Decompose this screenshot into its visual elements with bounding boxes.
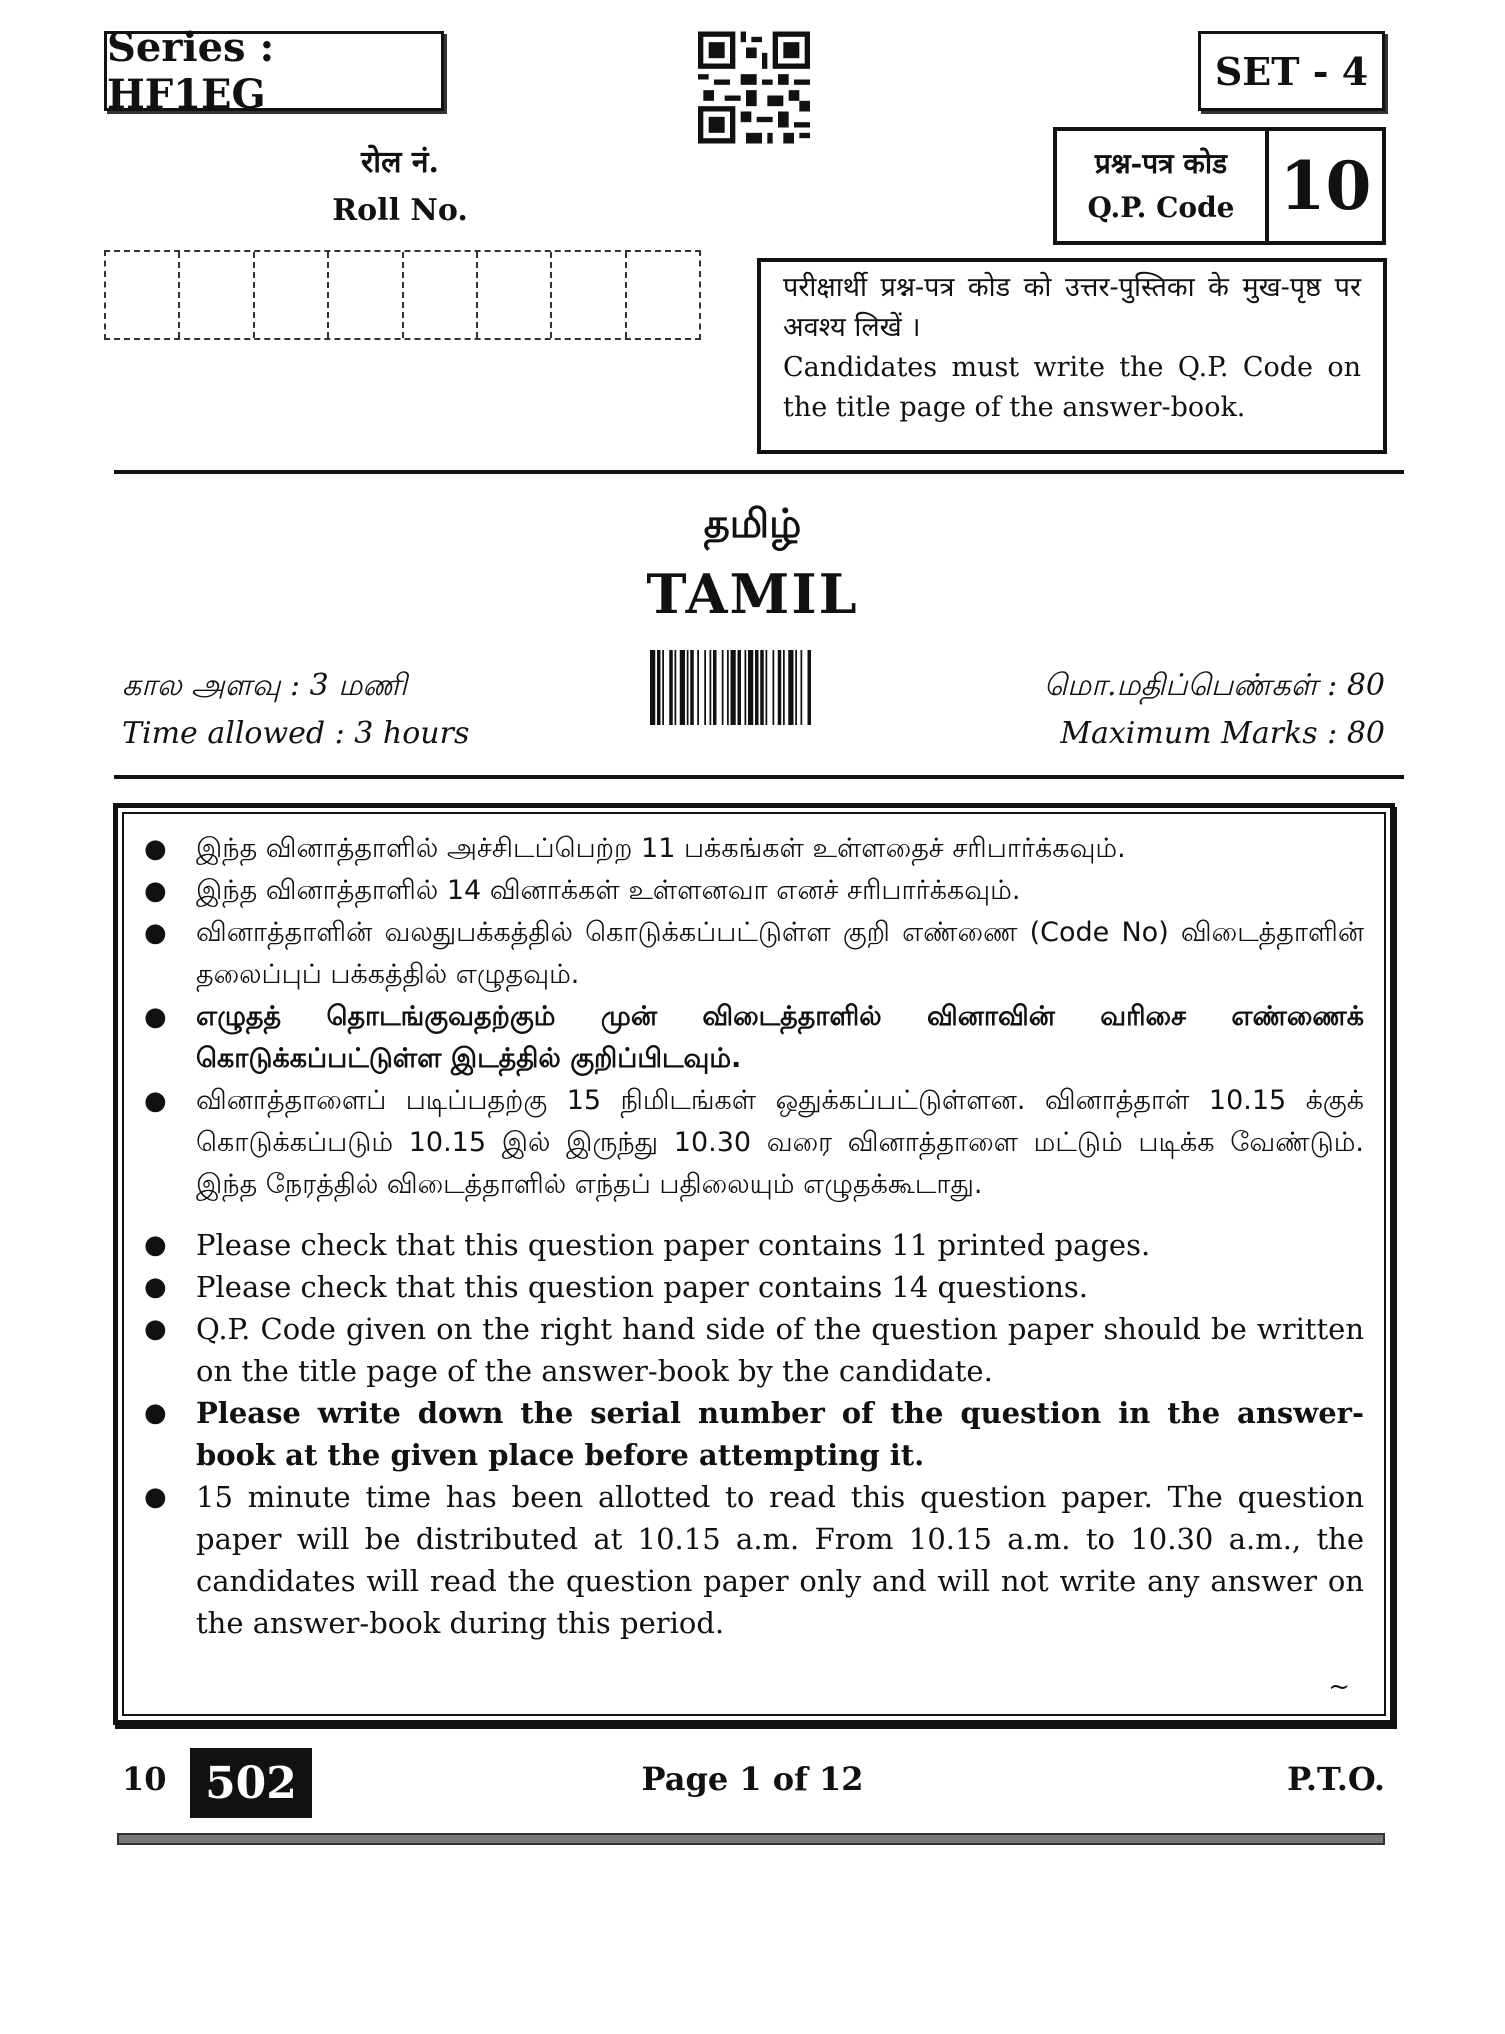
roll-label: Roll No.	[332, 193, 468, 228]
barcode-bar	[755, 650, 759, 725]
instruction-item	[144, 1308, 1364, 1392]
instruction-item	[144, 1266, 1364, 1308]
instruction-text: வினாத்தாளின் வலதுபக்கத்தில் கொடுக்கப்பட்டுள்ள குறி எண்ணை (Code No) விடைத்தாளின் தலைப்புப் பக்கத்தில் எழுதவும்.	[196, 917, 1364, 990]
bullet-icon: ●	[144, 834, 167, 864]
roll-number-boxes[interactable]	[104, 250, 701, 340]
roll-digit-box[interactable]	[478, 252, 552, 338]
set-label: SET - 4	[1198, 31, 1385, 111]
bullet-icon: ●	[144, 1314, 167, 1344]
barcode-bar	[808, 650, 812, 725]
instruction-item	[144, 1476, 1364, 1644]
roll-digit-box[interactable]	[255, 252, 329, 338]
roll-digit-box[interactable]	[106, 252, 180, 338]
barcode-icon	[650, 650, 855, 725]
instructions-inner	[122, 812, 1386, 1716]
barcode-bar	[722, 650, 724, 725]
instructions-box	[113, 803, 1395, 1725]
qp-code-notice	[757, 258, 1387, 454]
barcode-bar	[680, 650, 685, 725]
time-allowed-english: Time allowed : 3 hours	[122, 716, 470, 751]
bullet-icon: ●	[144, 1482, 167, 1512]
barcode-bar	[778, 650, 782, 725]
barcode-bar	[710, 650, 712, 725]
barcode-bar	[662, 650, 664, 725]
barcode-bar	[657, 650, 661, 725]
maximum-marks-tamil: மொ.மதிப்பெண்கள் : 80	[1043, 668, 1385, 703]
bottom-rule	[117, 1833, 1385, 1845]
instruction-text: Q.P. Code given on the right hand side of the question paper should be written on the title page of the answer-book by the candidate.	[196, 1312, 1364, 1388]
instruction-text: வினாத்தாளைப் படிப்பதற்கு 15 நிமிடங்கள் ஒதுக்கப்பட்டுள்ளன. வினாத்தாள் 10.15 க்குக் கொடுக்கப்படும் 10.15 இல் இருந்து 10.30 வரை வினாத்தாளை மட்டும் படிக்க வேண்டும். இந்த நேரத்தில் விடைத்தாளில் எந்தப் பதிலையும் எழுதக்கூடாது.	[196, 1085, 1364, 1200]
instructions-tamil	[144, 828, 1364, 1206]
barcode-bar	[788, 650, 793, 725]
roll-digit-box[interactable]	[180, 252, 254, 338]
roll-digit-box[interactable]	[627, 252, 699, 338]
bullet-icon: ●	[144, 1272, 167, 1302]
qp-code-label-hindi: प्रश्न-पत्र कोड	[1094, 147, 1228, 180]
barcode-bar	[687, 650, 689, 725]
barcode-bar	[713, 650, 717, 725]
barcode-bar	[704, 650, 706, 725]
qr-code-icon	[698, 30, 810, 145]
barcode-bar	[766, 650, 768, 725]
time-allowed-tamil: கால அளவு : 3 மணி	[122, 668, 407, 703]
footer-code: 10	[122, 1760, 167, 1798]
notice-english: Candidates must write the Q.P. Code on the title page of the answer-book.	[783, 352, 1361, 423]
barcode-bar	[745, 650, 747, 725]
roll-label-hindi: रोल नं.	[361, 145, 439, 180]
barcode-bar	[738, 650, 742, 725]
page-number: Page 1 of 12	[641, 1760, 864, 1798]
pto-label: P.T.O.	[1287, 1760, 1385, 1798]
qp-code-label	[1057, 131, 1269, 241]
bullet-icon: ●	[144, 1398, 167, 1428]
instruction-item	[144, 1080, 1364, 1206]
subject-title-tamil: தமிழ்	[703, 500, 802, 547]
barcode-bar	[783, 650, 785, 725]
maximum-marks-english: Maximum Marks : 80	[1060, 716, 1385, 751]
instruction-text: Please check that this question paper contains 11 printed pages.	[196, 1228, 1151, 1262]
instruction-text: எழுதத் தொடங்குவதற்கும் முன் விடைத்தாளில் வினாவின் வரிசை எண்ணைக் கொடுக்கப்பட்டுள்ள இடத்தில் குறிப்பிடவும்.	[196, 1001, 1364, 1074]
barcode-bar	[675, 650, 677, 725]
qp-code-label-english: Q.P. Code	[1087, 191, 1235, 224]
bullet-icon: ●	[144, 876, 167, 906]
qp-code-value: 10	[1279, 147, 1372, 225]
instruction-text: இந்த வினாத்தாளில் 14 வினாக்கள் உள்ளனவா எனச் சரிபார்க்கவும்.	[196, 875, 1021, 906]
bullet-icon: ●	[144, 1002, 167, 1032]
barcode-bar	[669, 650, 673, 725]
instruction-text: 15 minute time has been allotted to read this question paper. The question paper will be distributed at 10.15 a.m. From 10.15 a.m. to 10.30 a.m., the candidates will read the question paper only and will not write any answer on the answer-book during this period.	[196, 1480, 1364, 1640]
series-label: Series : HF1EG	[104, 31, 444, 111]
instruction-item	[144, 996, 1364, 1080]
barcode-bar	[731, 650, 736, 725]
barcode-bar	[690, 650, 694, 725]
time-allowed	[122, 662, 469, 758]
bullet-icon: ●	[144, 1086, 167, 1116]
roll-digit-box[interactable]	[404, 252, 478, 338]
instruction-item	[144, 1224, 1364, 1266]
barcode-bar	[760, 650, 764, 725]
instruction-item	[144, 912, 1364, 996]
barcode-bar	[727, 650, 729, 725]
barcode-bar	[697, 650, 699, 725]
instructions-english	[144, 1224, 1364, 1644]
bullet-icon: ●	[144, 918, 167, 948]
instruction-text: Please check that this question paper contains 14 questions.	[196, 1270, 1088, 1304]
instruction-item	[144, 1392, 1364, 1476]
roll-digit-box[interactable]	[329, 252, 403, 338]
notice-hindi: परीक्षार्थी प्रश्न-पत्र कोड को उत्तर-पुस्तिका के मुख-पृष्ठ पर अवश्य लिखें ।	[783, 272, 1361, 343]
subject-title: TAMIL	[646, 562, 859, 626]
barcode-bar	[773, 650, 775, 725]
barcode-bar	[748, 650, 753, 725]
instruction-item	[144, 828, 1364, 870]
instruction-item	[144, 870, 1364, 912]
qp-code-box	[1053, 127, 1386, 245]
instruction-text: இந்த வினாத்தாளில் அச்சிடப்பெற்ற 11 பக்கங்கள் உள்ளதைச் சரிபார்க்கவும்.	[196, 833, 1126, 864]
barcode-bar	[801, 650, 803, 725]
roll-digit-box[interactable]	[552, 252, 626, 338]
footer-box-code: 502	[190, 1748, 312, 1818]
maximum-marks	[1044, 662, 1385, 758]
divider	[114, 775, 1404, 779]
divider	[114, 470, 1404, 474]
instruction-text: Please write down the serial number of the question in the answer-book at the given place before attempting it.	[196, 1396, 1364, 1472]
barcode-bar	[650, 650, 655, 725]
bullet-icon: ●	[144, 1230, 167, 1260]
barcode-bar	[795, 650, 797, 725]
tilde-mark: ~	[1328, 1672, 1350, 1702]
